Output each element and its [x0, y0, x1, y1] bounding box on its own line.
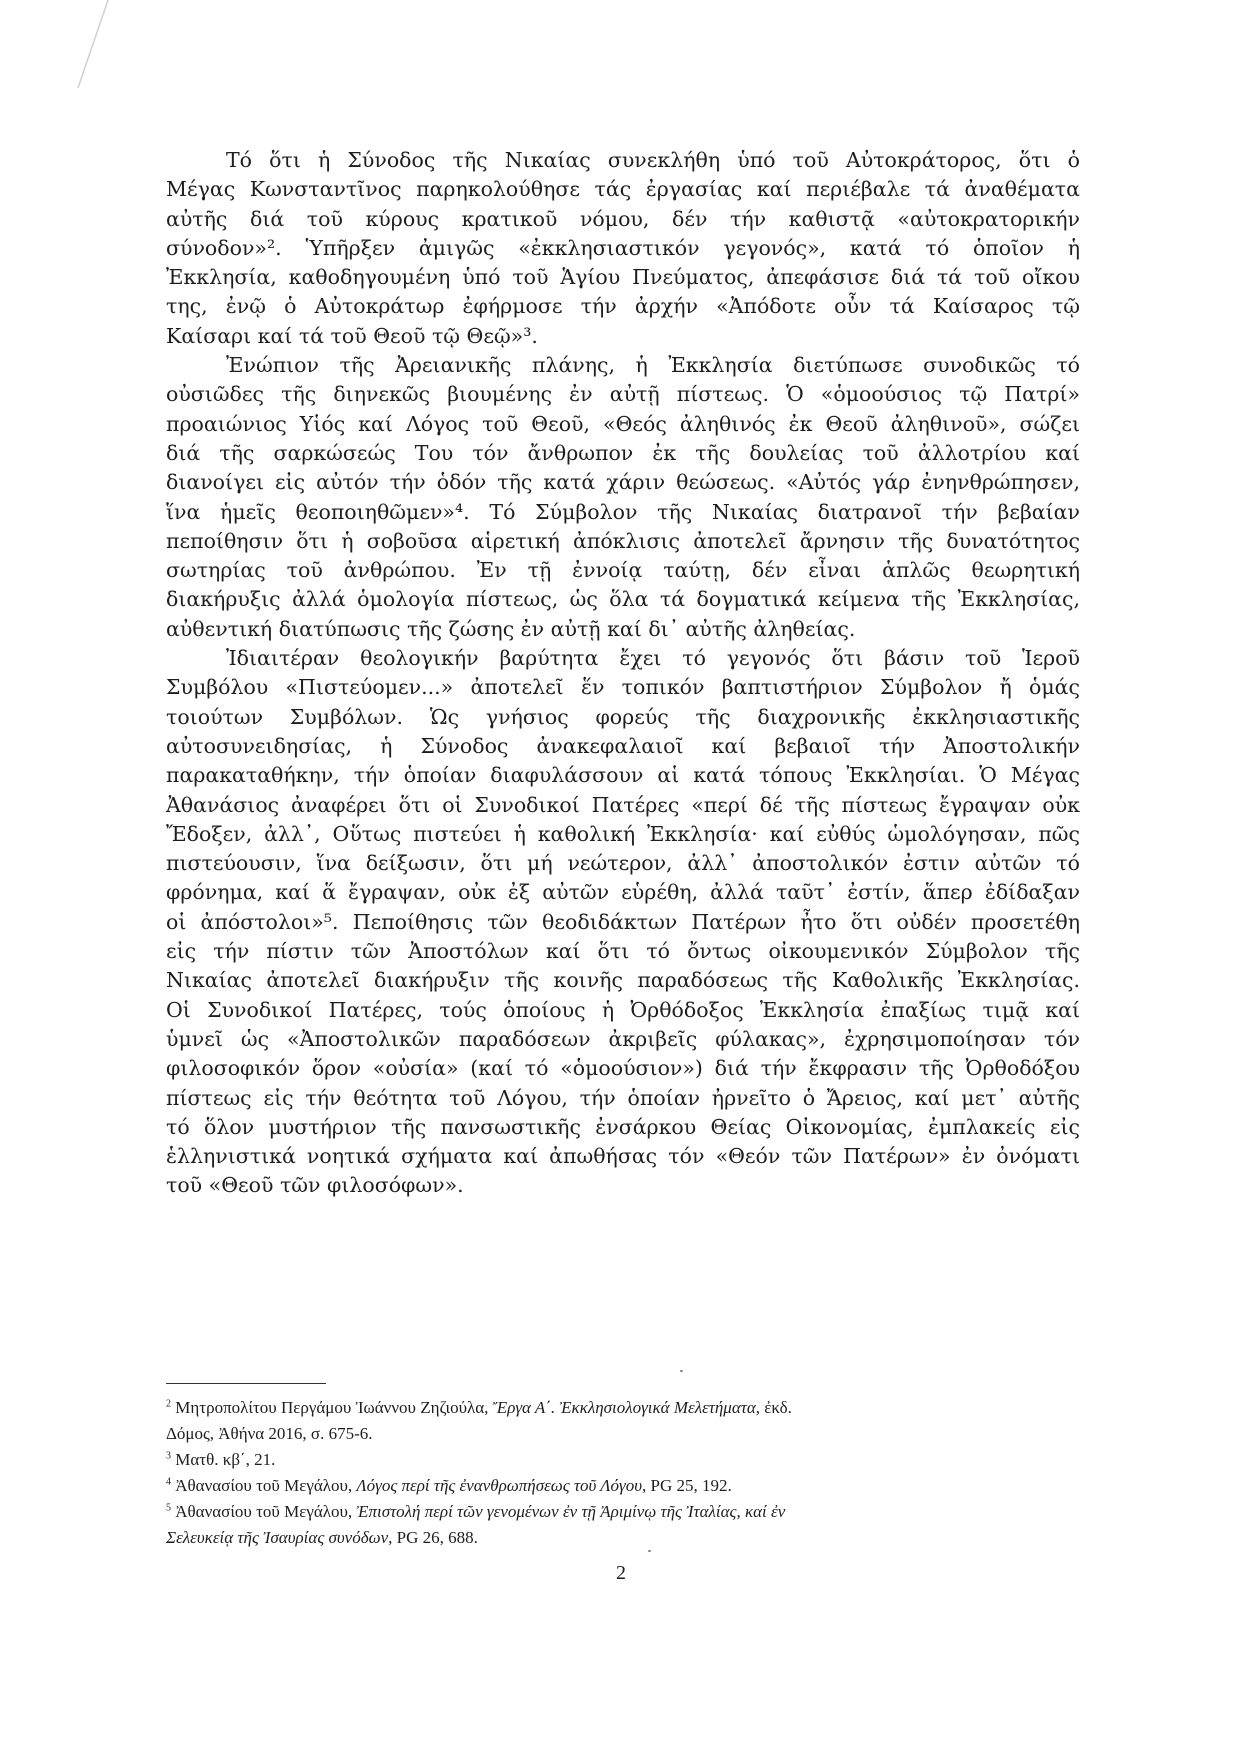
text-line: Νικαίας ἀποτελεῖ διακήρυξιν τῆς κοινῆς παραδόσεως τῆς Καθολικῆς Ἐκκλησίας. — [166, 968, 1080, 993]
text-line: ὑμνεῖ ὡς «Ἀποστολικῶν παραδόσεων ἀκριβεῖς φύλακας», ἐχρησιμοποίησαν τόν — [166, 1026, 1080, 1051]
text-line: Ἐκκλησία, καθοδηγουμένη ὑπό τοῦ Ἁγίου Πνεύματος, ἀπεφάσισε διά τά τοῦ οἴκου — [166, 265, 1080, 290]
text-line: οἱ ἀπόστολοι»⁵. Πεποίθησις τῶν θεοδιδάκτων Πατέρων ἦτο ὅτι οὐδέν προσετέθη — [166, 909, 1080, 934]
page-number: 2 — [616, 1562, 626, 1584]
text-line: προαιώνιος Υἱός καί Λόγος τοῦ Θεοῦ, «Θεός ἀληθινός ἐκ Θεοῦ ἀληθινοῦ», σώζει — [166, 411, 1080, 436]
footnote-marker: 3 — [166, 1450, 171, 1462]
footnote-marker: 5 — [166, 1502, 171, 1514]
footnote-separator — [166, 1383, 326, 1384]
scan-edge-mark — [0, 0, 120, 90]
text-line: πίστεως εἰς τήν θεότητα τοῦ Λόγου, τήν ὁποίαν ἠρνεῖτο ὁ Ἄρειος, καί μετ᾽ αὐτῆς — [166, 1085, 1080, 1110]
text-line: Ἐνώπιον τῆς Ἀρειανικῆς πλάνης, ἡ Ἐκκλησία διετύπωσε συνοδικῶς τό — [226, 353, 1080, 378]
citation-text: , PG 26, 688. — [388, 1528, 478, 1547]
footnote-2 — [166, 1395, 1066, 1421]
citation-text: , PG 25, 192. — [642, 1476, 732, 1495]
text-line: Ἰδιαιτέραν θεολογικήν βαρύτητα ἔχει τό γεγονός ὅτι βάσιν τοῦ Ἱεροῦ — [226, 646, 1080, 671]
citation-title: Σελευκείᾳ τῆς Ἰσαυρίας συνόδων — [166, 1528, 389, 1547]
text-line: Καίσαρι καί τά τοῦ Θεοῦ τῷ Θεῷ»³. — [166, 323, 538, 348]
text-line: ἑλληνιστικά νοητικά σχήματα καί ἀπωθήσας τόν «Θεόν τῶν Πατέρων» ἐν ὀνόματι — [166, 1144, 1080, 1169]
footnote-marker: 4 — [166, 1476, 171, 1488]
text-line: πιστεύουσιν, ἵνα δείξωσιν, ὅτι μή νεώτερον, ἀλλ᾽ ἀποστολικόν ἐστιν αὐτῶν τό — [166, 851, 1080, 876]
text-line: σύνοδον»². Ὑπῆρξεν ἀμιγῶς «ἐκκλησιαστικόν γεγονός», κατά τό ὁποῖον ἡ — [166, 235, 1080, 260]
text-line: φιλοσοφικόν ὅρον «οὐσία» (καί τό «ὁμοούσιον») διά τήν ἔκφρασιν τῆς Ὀρθοδόξου — [166, 1056, 1080, 1081]
footnote-3 — [166, 1447, 1066, 1473]
citation-text: , ἐκδ. — [755, 1398, 792, 1417]
citation-title: Λόγος περί τῆς ἐνανθρωπήσεως τοῦ Λόγου — [356, 1476, 643, 1495]
footnote-continuation: Δόμος, Ἀθήνα 2016, σ. 675-6. — [166, 1424, 373, 1443]
text-line: τοιούτων Συμβόλων. Ὡς γνήσιος φορεύς τῆς διαχρονικῆς ἐκκλησιαστικῆς — [166, 704, 1080, 729]
citation-text: Ματθ. κβ΄, 21. — [175, 1450, 276, 1469]
text-line: Οἱ Συνοδικοί Πατέρες, τούς ὁποίους ἡ Ὀρθόδοξος Ἐκκλησία ἐπαξίως τιμᾷ καί — [166, 997, 1080, 1022]
text-line: παρακαταθήκην, τήν ὁποίαν διαφυλάσσουν αἱ κατά τόπους Ἐκκλησίαι. Ὁ Μέγας — [166, 763, 1080, 788]
footnote-5 — [166, 1499, 1066, 1525]
text-line: φρόνημα, καί ἅ ἔγραψαν, οὐκ ἐξ αὐτῶν εὑρέθη, ἀλλά ταῦτ᾽ ἐστίν, ἅπερ ἐδίδαξαν — [166, 880, 1080, 905]
citation-title: Ἐπιστολή περί τῶν γενομένων ἐν τῇ Ἀριμίνῳ τῆς Ἰταλίας, καί ἐν — [356, 1502, 786, 1521]
text-line: Συμβόλου «Πιστεύομεν...» ἀποτελεῖ ἕν τοπικόν βαπτιστήριον Σύμβολον ἤ ὁμάς — [166, 675, 1080, 700]
citation-text: Μητροπολίτου Περγάμου Ἰωάννου Ζηζιούλα, — [175, 1398, 493, 1417]
citation-text: Ἀθανασίου τοῦ Μεγάλου, — [175, 1502, 357, 1521]
text-line: εἰς τήν πίστιν τῶν Ἀποστόλων καί ὅτι τό ὄντως οἰκουμενικόν Σύμβολον τῆς — [166, 939, 1080, 964]
text-line: αὐτοσυνειδησίας, ἡ Σύνοδος ἀνακεφαλαιοῖ καί βεβαιοῖ τήν Ἀποστολικήν — [166, 733, 1080, 758]
paragraph — [166, 351, 1080, 644]
text-line: οὐσιῶδες τῆς διηνεκῶς βιουμένης ἐν αὐτῇ πίστεως. Ὁ «ὁμοούσιος τῷ Πατρί» — [166, 382, 1080, 407]
footnote-4 — [166, 1473, 1066, 1499]
text-line: διανοίγει εἰς αὐτόν τήν ὁδόν τῆς κατά χάριν θεώσεως. «Αὐτός γάρ ἐνηνθρώπησεν, — [166, 470, 1080, 495]
text-line: Τό ὅτι ἡ Σύνοδος τῆς Νικαίας συνεκλήθη ὑπό τοῦ Αὐτοκράτορος, ὅτι ὁ — [226, 148, 1080, 172]
paragraph — [166, 146, 1080, 351]
paragraph — [166, 644, 1080, 1201]
text-line: αὐθεντική διατύπωσις τῆς ζώσης ἐν αὐτῇ καί δι᾽ αὐτῆς ἀληθείας. — [166, 616, 856, 641]
document-body — [166, 146, 1080, 1201]
text-line: Ἔδοξεν, ἀλλ᾽, Οὕτως πιστεύει ἡ καθολική Ἐκκλησία· καί εὐθύς ὡμολόγησαν, πῶς — [166, 821, 1080, 846]
text-line: Μέγας Κωνσταντῖνος παρηκολούθησε τάς ἐργασίας καί περιέβαλε τά ἀναθέματα — [166, 177, 1080, 202]
text-line: αὐτῆς διά τοῦ κύρους κρατικοῦ νόμου, δέν τήν καθιστᾷ «αὐτοκρατορικήν — [166, 206, 1080, 231]
citation-text: Ἀθανασίου τοῦ Μεγάλου, — [175, 1476, 357, 1495]
text-line: ἵνα ἡμεῖς θεοποιηθῶμεν»⁴. Τό Σύμβολον τῆς Νικαίας διατρανοῖ τήν βεβαίαν — [166, 499, 1080, 524]
text-line: σωτηρίας τοῦ ἀνθρώπου. Ἐν τῇ ἐννοίᾳ ταύτῃ, δέν εἶναι ἁπλῶς θεωρητική — [166, 558, 1080, 583]
citation-title: Ἔργα Α΄. Ἐκκλησιολογικά Μελετήματα — [492, 1398, 756, 1417]
text-line: της, ἐνῷ ὁ Αὐτοκράτωρ ἐφήρμοσε τήν ἀρχήν «Ἀπόδοτε οὖν τά Καίσαρος τῷ — [166, 294, 1080, 319]
text-line: τό ὅλον μυστήριον τῆς πανσωστικῆς ἐνσάρκου Θείας Οἰκονομίας, ἐμπλακείς εἰς — [166, 1114, 1080, 1139]
text-line: διακήρυξις ἀλλά ὁμολογία πίστεως, ὡς ὅλα τά δογματικά κείμενα τῆς Ἐκκλησίας, — [166, 587, 1080, 612]
scan-speck — [680, 1370, 683, 1372]
text-line: πεποίθησιν ὅτι ἡ σοβοῦσα αἱρετική ἀπόκλισις ἀποτελεῖ ἄρνησιν τῆς δυνατότητος — [166, 528, 1080, 553]
footnotes — [166, 1395, 1066, 1551]
footnote-continuation — [166, 1525, 1066, 1551]
text-line: τοῦ «Θεοῦ τῶν φιλοσόφων». — [166, 1173, 464, 1198]
footnote-marker: 2 — [166, 1398, 171, 1410]
text-line: Ἀθανάσιος ἀναφέρει ὅτι οἱ Συνοδικοί Πατέρες «περί δέ τῆς πίστεως ἔγραψαν οὐκ — [166, 792, 1080, 817]
text-line: διά τῆς σαρκώσεώς Του τόν ἄνθρωπον ἐκ τῆς δουλείας τοῦ ἀλλοτρίου καί — [166, 440, 1080, 465]
